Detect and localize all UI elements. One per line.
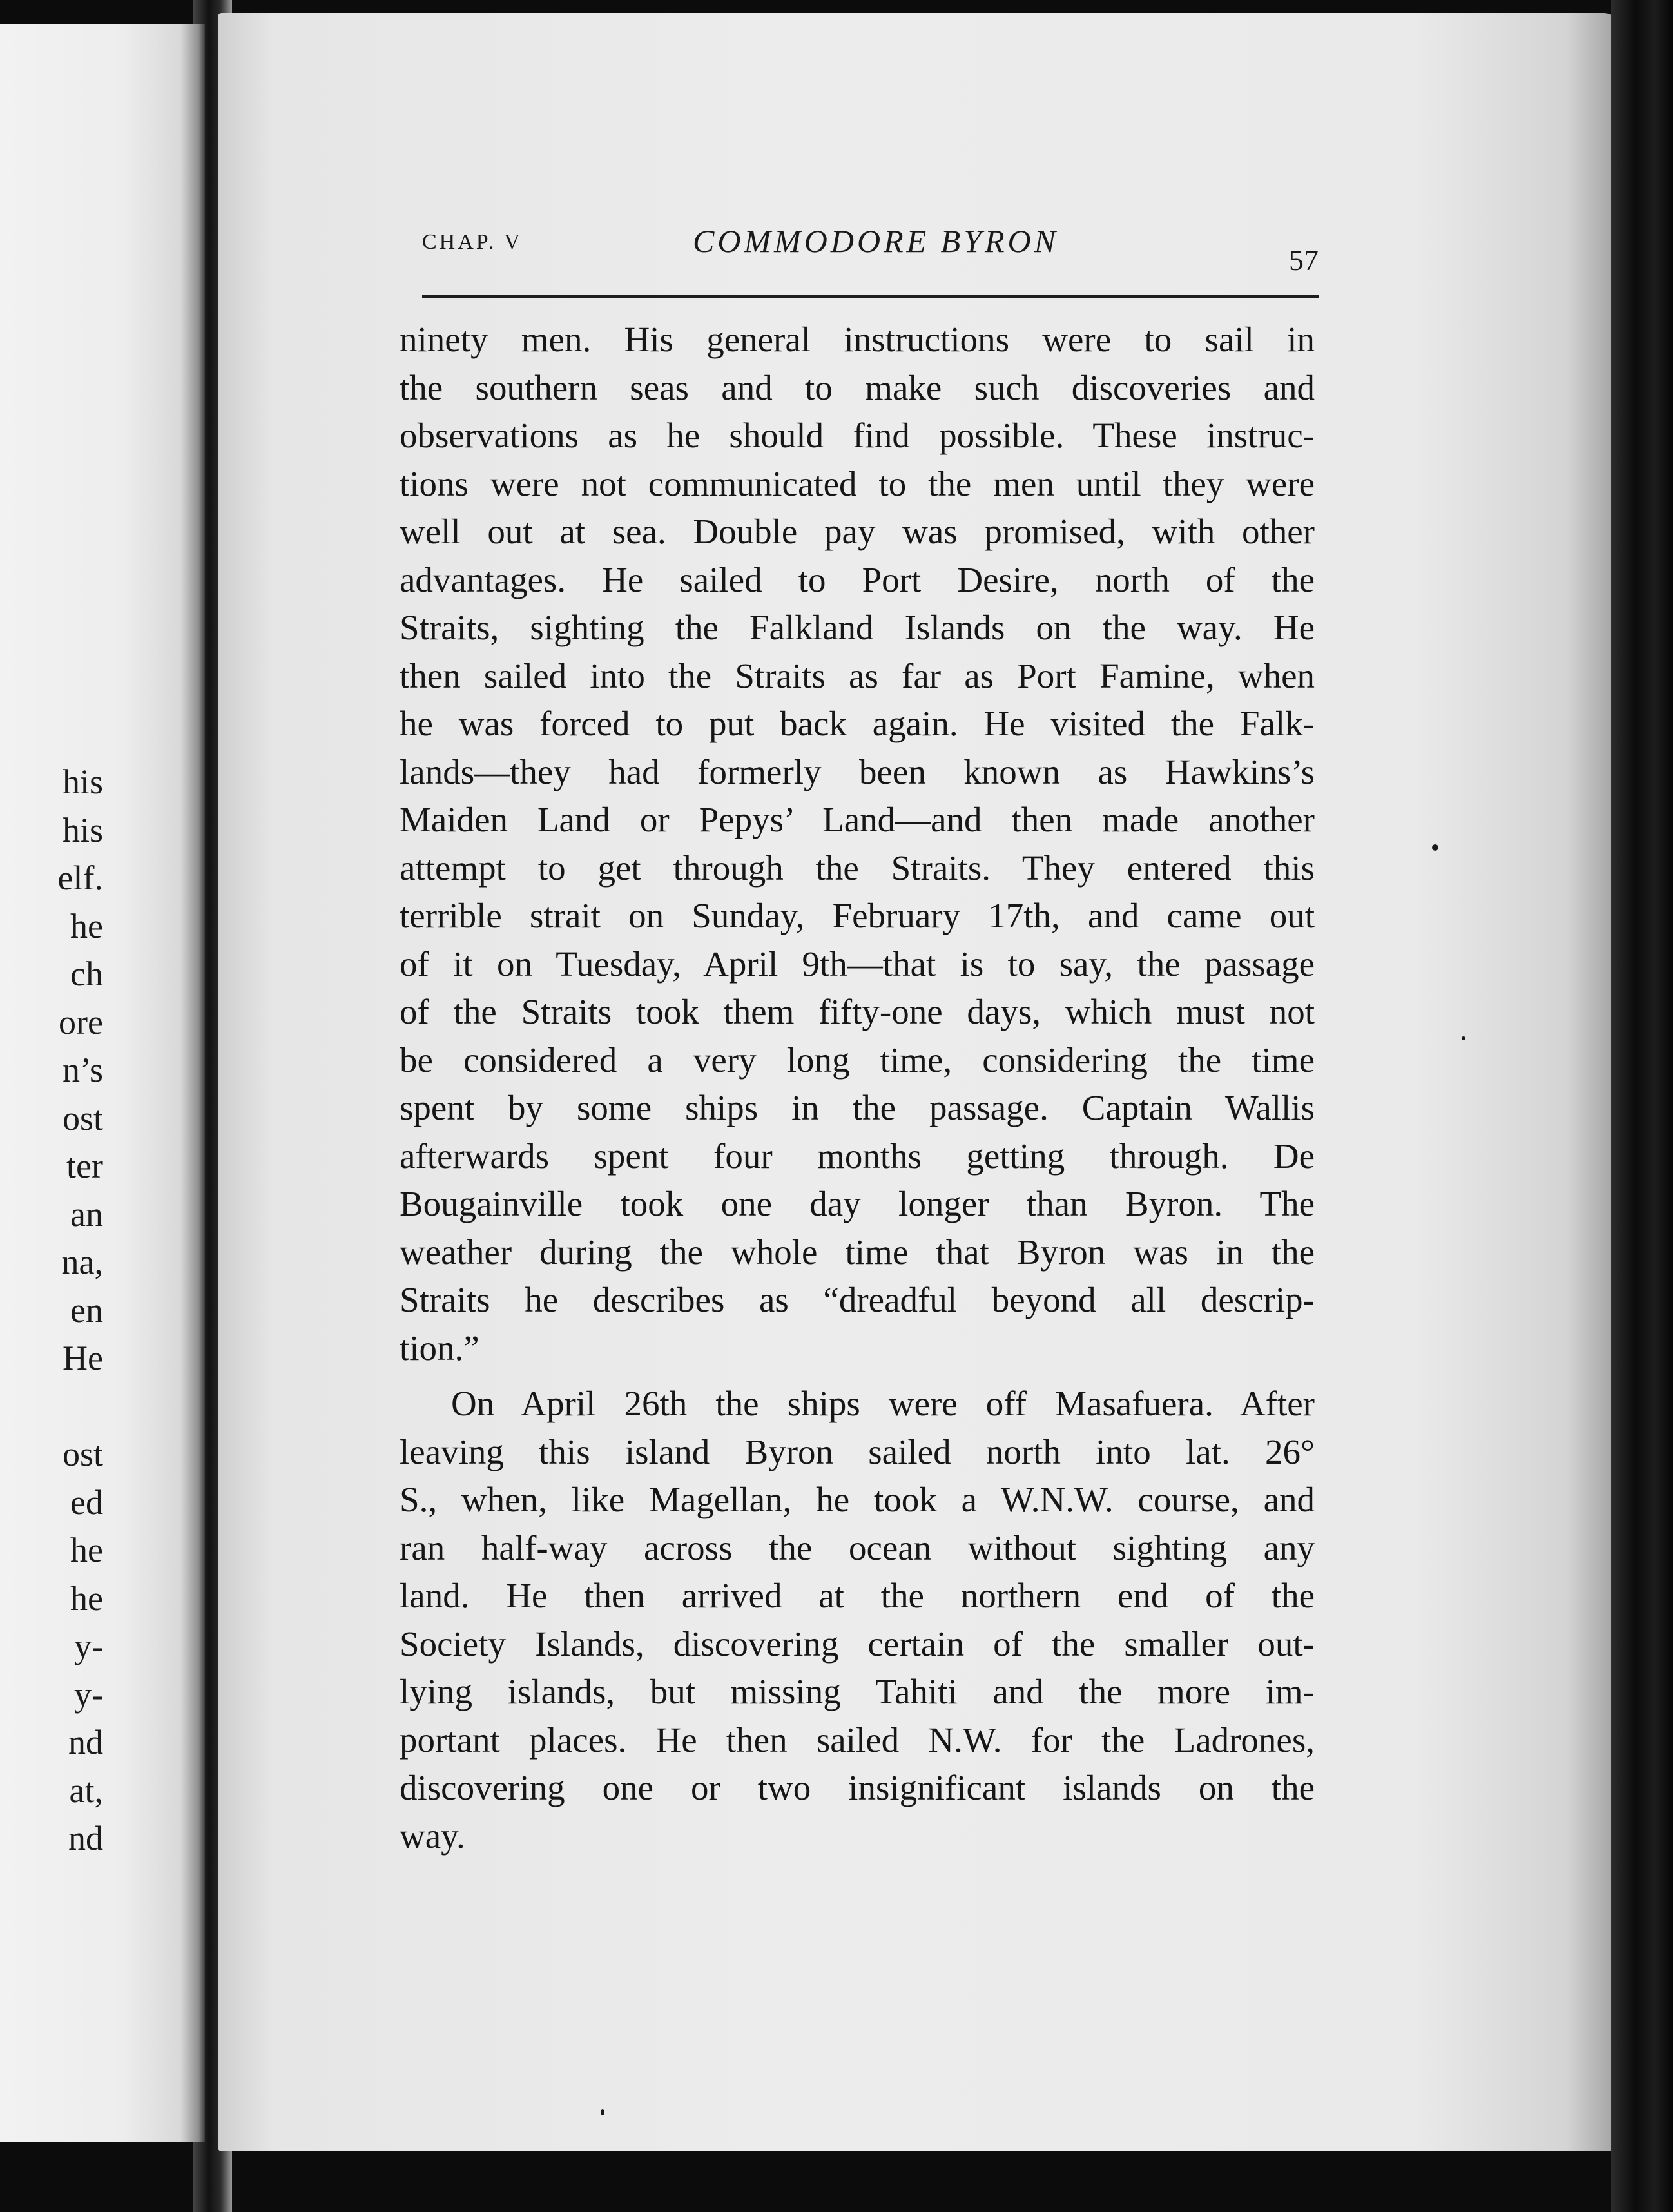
text-line: lands—they had formerly been known as Hawkins’s [400,752,1315,791]
text-line: On April 26th the ships were off Masafuera. After [451,1384,1315,1423]
text-line: Straits he describes as “dreadful beyond all descrip- [400,1280,1315,1319]
left-page-fragment: ore [59,1002,103,1042]
running-head-title: COMMODORE BYRON [693,223,1059,259]
left-page-fragment: he [70,1531,103,1569]
left-page-fragment: elf. [57,859,103,897]
left-page-fragment: nd [68,1819,103,1858]
text-line: lying islands, but missing Tahiti and the more im- [400,1672,1315,1711]
left-page-fragment: y- [74,1627,103,1665]
text-line: leaving this island Byron sailed north into lat. 26° [400,1431,1315,1471]
page-number: 57 [1289,244,1319,276]
running-head-chapter: CHAP. V [422,230,523,254]
left-page-fragment: n’s [62,1051,103,1089]
running-head [422,222,1324,280]
header-rule [422,295,1319,298]
ink-speck [601,2109,604,2115]
left-facing-page [0,24,205,2142]
text-line: tion.” [400,1328,479,1368]
text-line: the southern seas and to make such discoveries and [400,367,1315,407]
left-page-fragment: y- [74,1674,103,1714]
text-line: observations as he should find possible. These instruc- [400,416,1315,455]
left-page-fragment: he [70,1578,103,1618]
page-body-text [400,316,1315,1860]
left-page-fragment: He [63,1339,103,1377]
text-line: terrible strait on Sunday, February 17th, and came out [400,896,1315,935]
left-page-fragment: ed [70,1482,103,1522]
text-line: Bougainville took one day longer than Byron. The [400,1184,1315,1223]
left-page-fragment: ch [70,955,103,993]
left-page-fragment: he [70,906,103,946]
text-line: attempt to get through the Straits. They entered this [400,848,1315,888]
text-line: of it on Tuesday, April 9th—that is to say, the passage [400,944,1315,984]
text-line: ran half-way across the ocean without sighting any [400,1528,1315,1567]
left-page-text-fragments [0,758,103,1863]
text-line: portant places. He then sailed N.W. for the Ladrones, [400,1720,1315,1760]
left-page-fragment: en [70,1290,103,1330]
text-line: discovering one or two insignificant islands on the [400,1768,1315,1807]
ink-speck [1462,1036,1465,1040]
text-line: tions were not communicated to the men until they were [400,463,1315,503]
left-page-fragment: nd [68,1723,103,1761]
left-page-fragment-gap [0,1382,103,1431]
left-page-fragment: his [62,810,103,849]
text-line: weather during the whole time that Byron was in the [400,1232,1315,1272]
text-line: Society Islands, discovering certain of the smaller out- [400,1624,1315,1664]
text-line: of the Straits took them fifty-one days, which must not [400,992,1315,1031]
left-page-fragment: ost [62,1098,103,1138]
paragraph [400,1380,1315,1860]
paragraph [400,316,1315,1372]
left-page-fragment: na, [61,1243,103,1281]
text-line: afterwards spent four months getting through. De [400,1136,1315,1176]
left-page-fragment: ter [66,1147,103,1185]
text-line: way. [400,1816,465,1856]
left-page-fragment: ost [62,1435,103,1473]
ink-speck [1432,844,1438,851]
text-line: well out at sea. Double pay was promised, with other [400,512,1315,551]
text-line: ninety men. His general instructions were to sail in [400,320,1315,359]
left-page-fragment: at, [69,1771,103,1810]
text-line: spent by some ships in the passage. Captain Wallis [400,1088,1315,1127]
left-page-fragment: an [70,1194,103,1234]
book-right-edge [1611,0,1673,2212]
text-line: then sailed into the Straits as far as Port Famine, when [400,655,1315,695]
text-line: land. He then arrived at the northern end of the [400,1576,1315,1615]
text-line: Maiden Land or Pepys’ Land—and then made another [400,800,1315,839]
text-line: be considered a very long time, considering the time [400,1040,1315,1080]
text-line: Straits, sighting the Falkland Islands on the way. He [400,608,1315,647]
text-line: he was forced to put back again. He visited the Falk- [400,704,1315,743]
text-line: S., when, like Magellan, he took a W.N.W. course, and [400,1480,1315,1519]
text-line: advantages. He sailed to Port Desire, north of the [400,559,1315,599]
left-page-fragment: his [62,762,103,801]
